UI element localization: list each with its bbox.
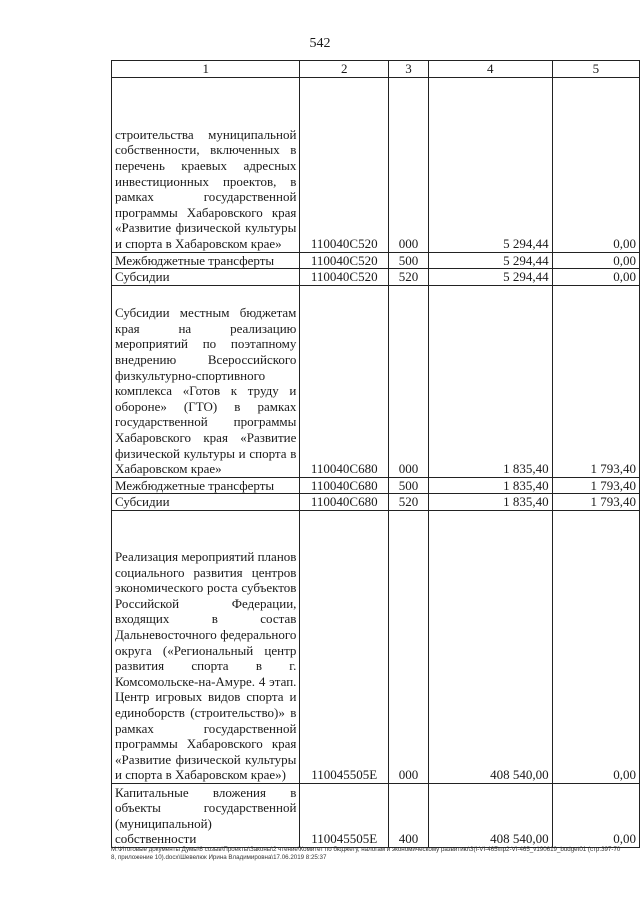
item-name: Субсидии местным бюджетам края на реализацию мероприятий по поэтапному внедрению Всероссийского физкультурно-спортивного комплекса «Готов к труду и обороне» (ГТО) в рамках государственной программы Хабаровского края «Развитие физической культуры и спорта в Хабаровском крае» [112,285,300,477]
amount-1: 1 835,40 [428,285,552,477]
amount-2: 0,00 [552,783,639,847]
target-code: 110045505Е [300,510,389,783]
expense-type: 520 [389,494,429,511]
table-row [112,477,640,494]
amount-1: 408 540,00 [428,783,552,847]
target-code: 110040С680 [300,285,389,477]
amount-1: 5 294,44 [428,269,552,286]
expense-type: 000 [389,510,429,783]
item-name: Реализация мероприятий планов социального развития центров экономического роста субъектов Российской Федерации, входящих в состав Дальневосточного федерального округа («Региональный центр развития спорта в г. Комсомольске-на-Амуре. 4 этап. Центр игровых видов спорта и единоборств (строительство)» в рамках государственной программы Хабаровского края «Развитие физической культуры и спорта в Хабаровском крае») [112,510,300,783]
amount-2: 1 793,40 [552,477,639,494]
amount-2: 1 793,40 [552,494,639,511]
table-row [112,494,640,511]
target-code: 110040С680 [300,477,389,494]
expense-type: 400 [389,783,429,847]
target-code: 110040С520 [300,252,389,269]
amount-2: 0,00 [552,77,639,252]
amount-2: 0,00 [552,252,639,269]
expense-type: 000 [389,285,429,477]
expense-type: 500 [389,477,429,494]
amount-1: 5 294,44 [428,77,552,252]
item-name: Капитальные вложения в объекты государственной (муниципальной) собственности [112,783,300,847]
table-header-row [112,61,640,78]
target-code: 110040С680 [300,494,389,511]
table-row [112,269,640,286]
column-header: 3 [389,61,429,78]
item-name: Субсидии [112,494,300,511]
column-header: 1 [112,61,300,78]
column-header: 4 [428,61,552,78]
table-row [112,77,640,252]
target-code: 110040С520 [300,269,389,286]
expense-type: 500 [389,252,429,269]
amount-2: 1 793,40 [552,285,639,477]
budget-table [111,60,640,848]
item-name: Межбюджетные трансферты [112,252,300,269]
item-name: строительства муниципальной собственности, включенных в перечень краевых адресных инвестиционных проектов, в рамках государственной программы Хабаровского края «Развитие физической культуры и спорта в Хабаровском крае» [112,77,300,252]
expense-type: 520 [389,269,429,286]
table-row [112,510,640,783]
amount-2: 0,00 [552,269,639,286]
amount-1: 1 835,40 [428,494,552,511]
item-name: Субсидии [112,269,300,286]
amount-1: 5 294,44 [428,252,552,269]
column-header: 5 [552,61,639,78]
amount-1: 408 540,00 [428,510,552,783]
document-path-footer: М:\Итоговые документы Думы\6 созыв\Проекты\Законы\2 чтение\Комитет по бюджету, налогам и экономическому развитию\3(I-VI-465\пр2-VI-465_v190619_budget01 (стр.397-708, приложение 10).docx\Шевелюк Ирина Владимировна\17.06.2019 8:25:37 [111,846,621,861]
target-code: 110040С520 [300,77,389,252]
expense-type: 000 [389,77,429,252]
table-row [112,252,640,269]
table-row [112,783,640,847]
page-number: 542 [309,36,331,51]
item-name: Межбюджетные трансферты [112,477,300,494]
amount-1: 1 835,40 [428,477,552,494]
amount-2: 0,00 [552,510,639,783]
target-code: 110045505Е [300,783,389,847]
column-header: 2 [300,61,389,78]
table-row [112,285,640,477]
